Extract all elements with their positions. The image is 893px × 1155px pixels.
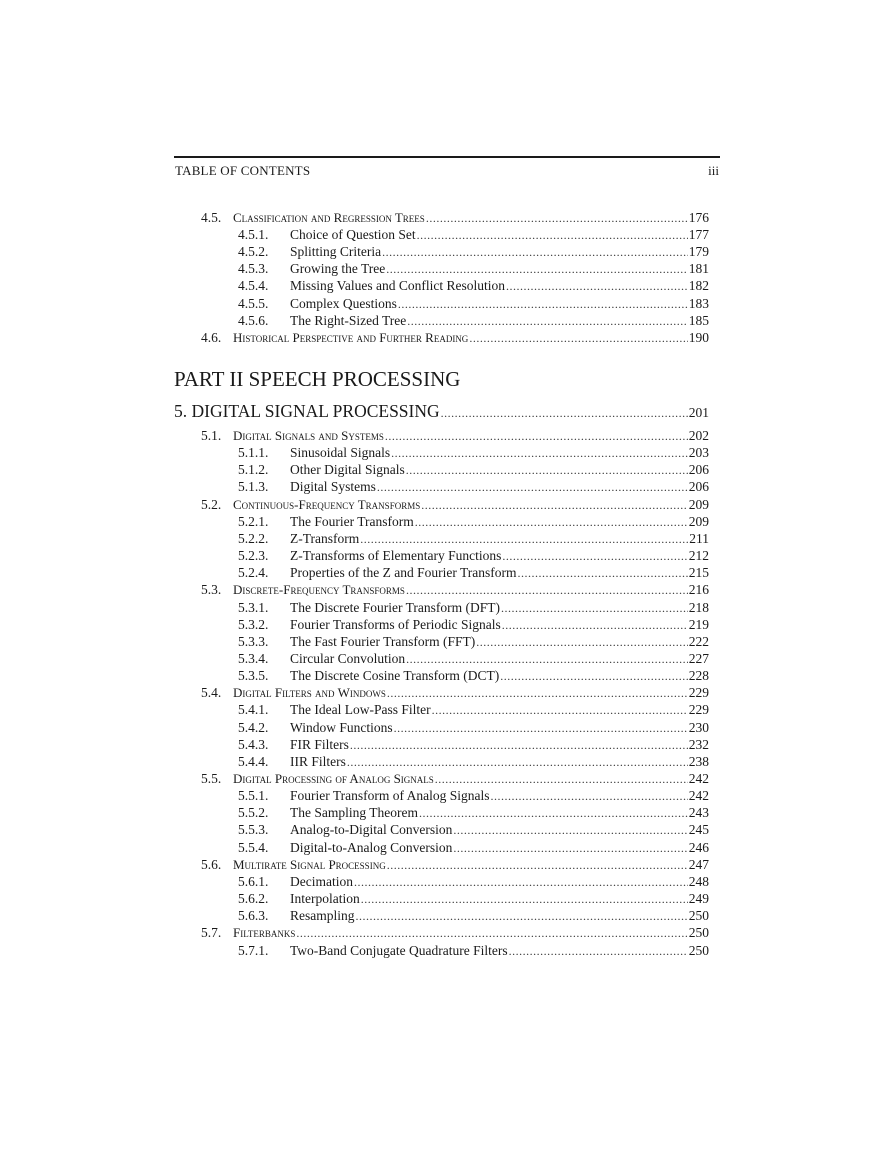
part-heading: PART II SPEECH PROCESSING bbox=[174, 367, 461, 391]
header-rule bbox=[174, 156, 720, 158]
entry-title: Digital Signals and Systems bbox=[233, 428, 384, 443]
dot-leader bbox=[377, 479, 688, 496]
dot-leader bbox=[407, 313, 688, 330]
chapter-title: 5. DIGITAL SIGNAL PROCESSING bbox=[174, 401, 440, 421]
entry-number: 5.5.3. bbox=[238, 822, 269, 838]
entry-page-number: 185 bbox=[688, 312, 709, 328]
toc-subsection-entry[interactable] bbox=[238, 821, 709, 839]
toc-subsection-entry[interactable] bbox=[238, 277, 709, 295]
entry-page-number: 229 bbox=[688, 702, 709, 718]
toc-section-entry[interactable] bbox=[201, 209, 709, 227]
dot-leader bbox=[385, 428, 688, 445]
entry-number: 5.6.2. bbox=[238, 891, 269, 907]
entry-title: Historical Perspective and Further Reading bbox=[233, 329, 469, 345]
entry-page-number: 177 bbox=[688, 227, 709, 243]
dot-leader bbox=[502, 617, 688, 634]
toc-section-entry[interactable] bbox=[201, 427, 709, 445]
entry-page-number: 183 bbox=[688, 295, 709, 311]
dot-leader bbox=[435, 771, 688, 788]
entry-page-number: 227 bbox=[688, 650, 709, 666]
toc-subsection-entry[interactable] bbox=[238, 873, 709, 891]
entry-title: Filterbanks bbox=[233, 925, 296, 941]
entry-page-number: 250 bbox=[688, 942, 709, 958]
entry-number: 5.5. bbox=[201, 771, 222, 786]
entry-page-number: 176 bbox=[688, 210, 709, 225]
entry-number: 5.2.1. bbox=[238, 513, 269, 529]
entry-number: 5.3. bbox=[201, 582, 222, 598]
dot-leader bbox=[517, 565, 687, 582]
entry-number: 5.2.2. bbox=[238, 530, 269, 546]
entry-number: 5.1.3. bbox=[238, 479, 269, 495]
toc-subsection-entry[interactable] bbox=[238, 260, 709, 278]
toc-subsection-entry[interactable] bbox=[238, 312, 709, 330]
dot-leader bbox=[421, 497, 688, 514]
entry-title: Properties of the Z and Fourier Transform bbox=[290, 565, 517, 581]
entry-title: Analog-to-Digital Conversion bbox=[290, 822, 453, 838]
dot-leader bbox=[391, 445, 688, 462]
dot-leader bbox=[387, 857, 688, 874]
entry-title: Two-Band Conjugate Quadrature Filters bbox=[290, 942, 508, 958]
toc-subsection-entry[interactable] bbox=[238, 804, 709, 822]
entry-title: Complex Questions bbox=[290, 295, 397, 311]
dot-leader bbox=[453, 822, 687, 839]
entry-number: 5.6.3. bbox=[238, 908, 269, 924]
entry-page-number: 245 bbox=[688, 822, 709, 838]
entry-number: 4.6. bbox=[201, 329, 222, 345]
entry-number: 5.4. bbox=[201, 685, 222, 701]
dot-leader bbox=[398, 296, 688, 313]
entry-number: 5.5.1. bbox=[238, 788, 269, 804]
entry-title: Digital-to-Analog Conversion bbox=[290, 839, 453, 855]
dot-leader bbox=[426, 210, 688, 227]
entry-number: 5.3.5. bbox=[238, 668, 269, 684]
entry-number: 5.3.4. bbox=[238, 650, 269, 666]
entry-page-number: 242 bbox=[688, 788, 709, 804]
entry-number: 4.5.2. bbox=[238, 244, 269, 260]
entry-title: Multirate Signal Processing bbox=[233, 856, 386, 872]
entry-title: Circular Convolution bbox=[290, 650, 406, 666]
entry-page-number: 230 bbox=[688, 719, 709, 735]
toc-section-entry[interactable] bbox=[201, 856, 709, 874]
dot-leader bbox=[296, 925, 687, 942]
entry-number: 5.3.1. bbox=[238, 599, 269, 615]
entry-title: Digital Filters and Windows bbox=[233, 685, 386, 701]
entry-title: Fourier Transform of Analog Signals bbox=[290, 788, 490, 804]
entry-title: The Fast Fourier Transform (FFT) bbox=[290, 633, 476, 649]
entry-number: 5.6.1. bbox=[238, 873, 269, 889]
entry-title: The Ideal Low-Pass Filter bbox=[290, 702, 431, 718]
entry-number: 4.5.6. bbox=[238, 312, 269, 328]
dot-leader bbox=[406, 462, 688, 479]
entry-title: Sinusoidal Signals bbox=[290, 445, 391, 461]
entry-title: Discrete-Frequency Transforms bbox=[233, 582, 405, 598]
dot-leader bbox=[509, 943, 688, 960]
entry-title: Fourier Transforms of Periodic Signals bbox=[290, 616, 501, 632]
toc-subsection-entry[interactable] bbox=[238, 243, 709, 261]
entry-title: Choice of Question Set bbox=[290, 227, 416, 243]
entry-title: Missing Values and Conflict Resolution bbox=[290, 278, 505, 294]
entry-number: 4.5. bbox=[201, 210, 222, 225]
entry-page-number: 206 bbox=[688, 479, 709, 495]
entry-page-number: 222 bbox=[688, 633, 709, 649]
entry-title: Other Digital Signals bbox=[290, 462, 405, 478]
toc-subsection-entry[interactable] bbox=[238, 667, 709, 685]
chapter-page-number: 201 bbox=[688, 405, 709, 420]
entry-title: The Discrete Fourier Transform (DFT) bbox=[290, 599, 500, 615]
entry-number: 5.4.1. bbox=[238, 702, 269, 718]
entry-number: 5.4.2. bbox=[238, 719, 269, 735]
entry-title: Decimation bbox=[290, 873, 353, 889]
entry-number: 5.1.2. bbox=[238, 462, 269, 478]
toc-subsection-entry[interactable] bbox=[238, 461, 709, 479]
entry-title: Digital Systems bbox=[290, 479, 376, 495]
entry-number: 5.2.4. bbox=[238, 565, 269, 581]
entry-page-number: 212 bbox=[688, 548, 709, 564]
dot-leader bbox=[441, 406, 688, 421]
entry-number: 5.1. bbox=[201, 428, 222, 443]
entry-number: 5.7. bbox=[201, 925, 222, 941]
entry-number: 5.3.3. bbox=[238, 633, 269, 649]
toc-subsection-entry[interactable] bbox=[238, 513, 709, 531]
toc-subsection-entry[interactable] bbox=[238, 701, 709, 719]
toc-subsection-entry[interactable] bbox=[238, 547, 709, 565]
toc-section-entry[interactable] bbox=[201, 329, 709, 347]
dot-leader bbox=[469, 330, 687, 347]
entry-page-number: 209 bbox=[688, 513, 709, 529]
toc-section-entry[interactable] bbox=[201, 770, 709, 788]
entry-page-number: 181 bbox=[688, 261, 709, 277]
entry-title: The Fourier Transform bbox=[290, 513, 414, 529]
entry-title: Growing the Tree bbox=[290, 261, 386, 277]
entry-number: 5.2. bbox=[201, 496, 222, 512]
dot-leader bbox=[356, 908, 688, 925]
entry-page-number: 247 bbox=[688, 856, 709, 872]
entry-page-number: 228 bbox=[688, 668, 709, 684]
entry-title: Z-Transform bbox=[290, 530, 360, 546]
dot-leader bbox=[432, 702, 688, 719]
entry-page-number: 209 bbox=[688, 496, 709, 512]
dot-leader bbox=[500, 668, 688, 685]
entry-page-number: 211 bbox=[689, 530, 709, 546]
entry-title: Resampling bbox=[290, 908, 355, 924]
running-header-title: TABLE OF CONTENTS bbox=[175, 163, 311, 178]
toc-subsection-entry[interactable] bbox=[238, 295, 709, 313]
entry-page-number: 242 bbox=[688, 771, 709, 786]
dot-leader bbox=[506, 278, 688, 295]
entry-page-number: 206 bbox=[688, 462, 709, 478]
toc-subsection-entry[interactable] bbox=[238, 444, 709, 462]
entry-title: IIR Filters bbox=[290, 753, 346, 769]
toc-subsection-entry[interactable] bbox=[238, 839, 709, 857]
dot-leader bbox=[453, 840, 687, 857]
toc-subsection-entry[interactable] bbox=[238, 736, 709, 754]
toc-subsection-entry[interactable] bbox=[238, 599, 709, 617]
toc-subsection-entry[interactable] bbox=[238, 226, 709, 244]
entry-page-number: 238 bbox=[688, 753, 709, 769]
entry-title: Classification and Regression Trees bbox=[233, 210, 425, 225]
entry-page-number: 243 bbox=[688, 805, 709, 821]
entry-number: 5.4.4. bbox=[238, 753, 269, 769]
entry-number: 5.5.2. bbox=[238, 805, 269, 821]
entry-page-number: 248 bbox=[688, 873, 709, 889]
entry-page-number: 229 bbox=[688, 685, 709, 701]
entry-page-number: 250 bbox=[688, 925, 709, 941]
toc-subsection-entry[interactable] bbox=[238, 890, 709, 908]
toc-subsection-entry[interactable] bbox=[238, 478, 709, 496]
dot-leader bbox=[386, 261, 688, 278]
entry-title: Continuous-Frequency Transforms bbox=[233, 496, 421, 512]
entry-title: Splitting Criteria bbox=[290, 244, 382, 260]
entry-page-number: 246 bbox=[688, 839, 709, 855]
dot-leader bbox=[502, 548, 687, 565]
entry-number: 5.7.1. bbox=[238, 942, 269, 958]
entry-page-number: 182 bbox=[688, 278, 709, 294]
entry-number: 4.5.4. bbox=[238, 278, 269, 294]
toc-section-entry[interactable] bbox=[201, 924, 709, 942]
toc-subsection-entry[interactable] bbox=[238, 907, 709, 925]
dot-leader bbox=[347, 754, 688, 771]
dot-leader bbox=[360, 531, 688, 548]
entry-title: Window Functions bbox=[290, 719, 393, 735]
entry-title: FIR Filters bbox=[290, 736, 349, 752]
entry-page-number: 190 bbox=[688, 329, 709, 345]
entry-page-number: 249 bbox=[688, 891, 709, 907]
toc-section-entry[interactable] bbox=[201, 581, 709, 599]
dot-leader bbox=[387, 685, 688, 702]
entry-page-number: 219 bbox=[688, 616, 709, 632]
dot-leader bbox=[350, 737, 688, 754]
toc-subsection-entry[interactable] bbox=[238, 719, 709, 737]
entry-title: The Discrete Cosine Transform (DCT) bbox=[290, 668, 500, 684]
entry-number: 5.1.1. bbox=[238, 445, 269, 461]
dot-leader bbox=[417, 227, 688, 244]
entry-page-number: 202 bbox=[688, 428, 709, 443]
dot-leader bbox=[361, 891, 688, 908]
toc-subsection-entry[interactable] bbox=[238, 942, 709, 960]
dot-leader bbox=[406, 582, 688, 599]
dot-leader bbox=[415, 514, 688, 531]
entry-page-number: 179 bbox=[688, 244, 709, 260]
entry-title: The Right-Sized Tree bbox=[290, 312, 407, 328]
dot-leader bbox=[406, 651, 688, 668]
toc-subsection-entry[interactable] bbox=[238, 650, 709, 668]
dot-leader bbox=[476, 634, 688, 651]
toc-subsection-entry[interactable] bbox=[238, 787, 709, 805]
toc-subsection-entry[interactable] bbox=[238, 633, 709, 651]
page-number: iii bbox=[708, 163, 719, 178]
dot-leader bbox=[394, 720, 688, 737]
entry-title: The Sampling Theorem bbox=[290, 805, 418, 821]
toc-subsection-entry[interactable] bbox=[238, 530, 709, 548]
entry-number: 5.4.3. bbox=[238, 736, 269, 752]
toc-section-entry[interactable] bbox=[201, 496, 709, 514]
dot-leader bbox=[501, 600, 688, 617]
entry-number: 5.2.3. bbox=[238, 548, 269, 564]
entry-page-number: 232 bbox=[688, 736, 709, 752]
entry-title: Digital Processing of Analog Signals bbox=[233, 771, 434, 786]
toc-subsection-entry[interactable] bbox=[238, 564, 709, 582]
entry-number: 4.5.5. bbox=[238, 295, 269, 311]
toc-section-entry[interactable] bbox=[201, 684, 709, 702]
dot-leader bbox=[382, 244, 688, 261]
entry-page-number: 250 bbox=[688, 908, 709, 924]
entry-number: 5.6. bbox=[201, 856, 222, 872]
entry-number: 5.5.4. bbox=[238, 839, 269, 855]
entry-number: 4.5.3. bbox=[238, 261, 269, 277]
entry-number: 5.3.2. bbox=[238, 616, 269, 632]
entry-number: 4.5.1. bbox=[238, 227, 269, 243]
entry-page-number: 203 bbox=[688, 445, 709, 461]
toc-subsection-entry[interactable] bbox=[238, 753, 709, 771]
toc-subsection-entry[interactable] bbox=[238, 616, 709, 634]
dot-leader bbox=[491, 788, 688, 805]
dot-leader bbox=[354, 874, 688, 891]
dot-leader bbox=[419, 805, 688, 822]
entry-page-number: 218 bbox=[688, 599, 709, 615]
entry-title: Z-Transforms of Elementary Functions bbox=[290, 548, 502, 564]
chapter-entry[interactable] bbox=[174, 401, 709, 422]
entry-page-number: 215 bbox=[688, 565, 709, 581]
entry-page-number: 216 bbox=[688, 582, 709, 598]
entry-title: Interpolation bbox=[290, 891, 360, 907]
